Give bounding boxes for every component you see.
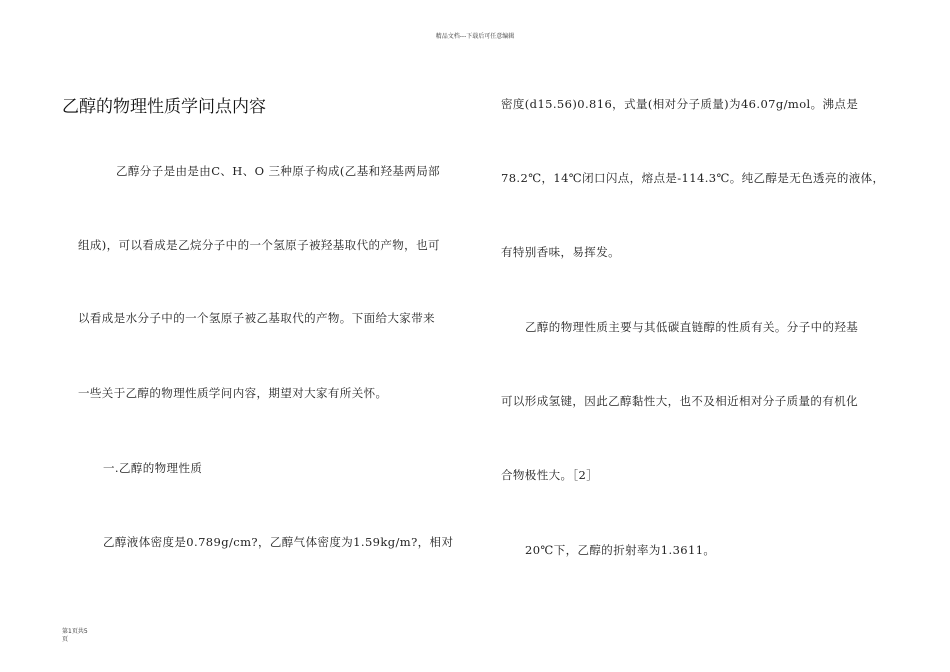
left-paragraph-1-line-3: 以看成是水分子中的一个氢原子被乙基取代的产物。下面给大家带来	[78, 311, 435, 325]
left-paragraph-1-line-4: 一些关于乙醇的物理性质学问内容，期望对大家有所关怀。	[78, 386, 388, 400]
page-number-line-2: 页	[62, 636, 69, 643]
left-paragraph-1-line-1: 乙醇分子是由是由C、H、O 三种原子构成(乙基和羟基两局部	[116, 164, 440, 178]
left-paragraph-1-line-2: 组成)，可以看成是乙烷分子中的一个氢原子被羟基取代的产物，也可	[78, 238, 440, 252]
right-paragraph-3-line-1: 20℃下，乙醇的折射率为1.3611。	[525, 543, 716, 557]
page-number-line-1: 第1页共5	[62, 628, 88, 635]
right-paragraph-1-line-1: 密度(d15.56)0.816，式量(相对分子质量)为46.07g/mol。沸点是	[501, 97, 859, 111]
header-note: 精品文档---下载后可任意编辑	[435, 33, 515, 40]
document-title: 乙醇的物理性质学问点内容	[62, 97, 266, 117]
left-paragraph-2-line-1: 乙醇液体密度是0.789g/cm?，乙醇气体密度为1.59kg/m?，相对	[103, 535, 454, 549]
right-paragraph-2-line-2: 可以形成氢键，因此乙醇黏性大，也不及相近相对分子质量的有机化	[501, 394, 858, 408]
right-paragraph-1-line-2: 78.2℃，14℃闭口闪点，熔点是-114.3℃。纯乙醇是无色透亮的液体，	[501, 171, 885, 185]
section-heading-physical-properties: 一.乙醇的物理性质	[103, 461, 203, 475]
right-paragraph-2-line-3: 合物极性大。［2］	[501, 468, 599, 482]
right-paragraph-1-line-3: 有特别香味，易挥发。	[501, 245, 620, 259]
page-number	[62, 628, 88, 644]
right-paragraph-2-line-1: 乙醇的物理性质主要与其低碳直链醇的性质有关。分子中的羟基	[525, 320, 859, 334]
